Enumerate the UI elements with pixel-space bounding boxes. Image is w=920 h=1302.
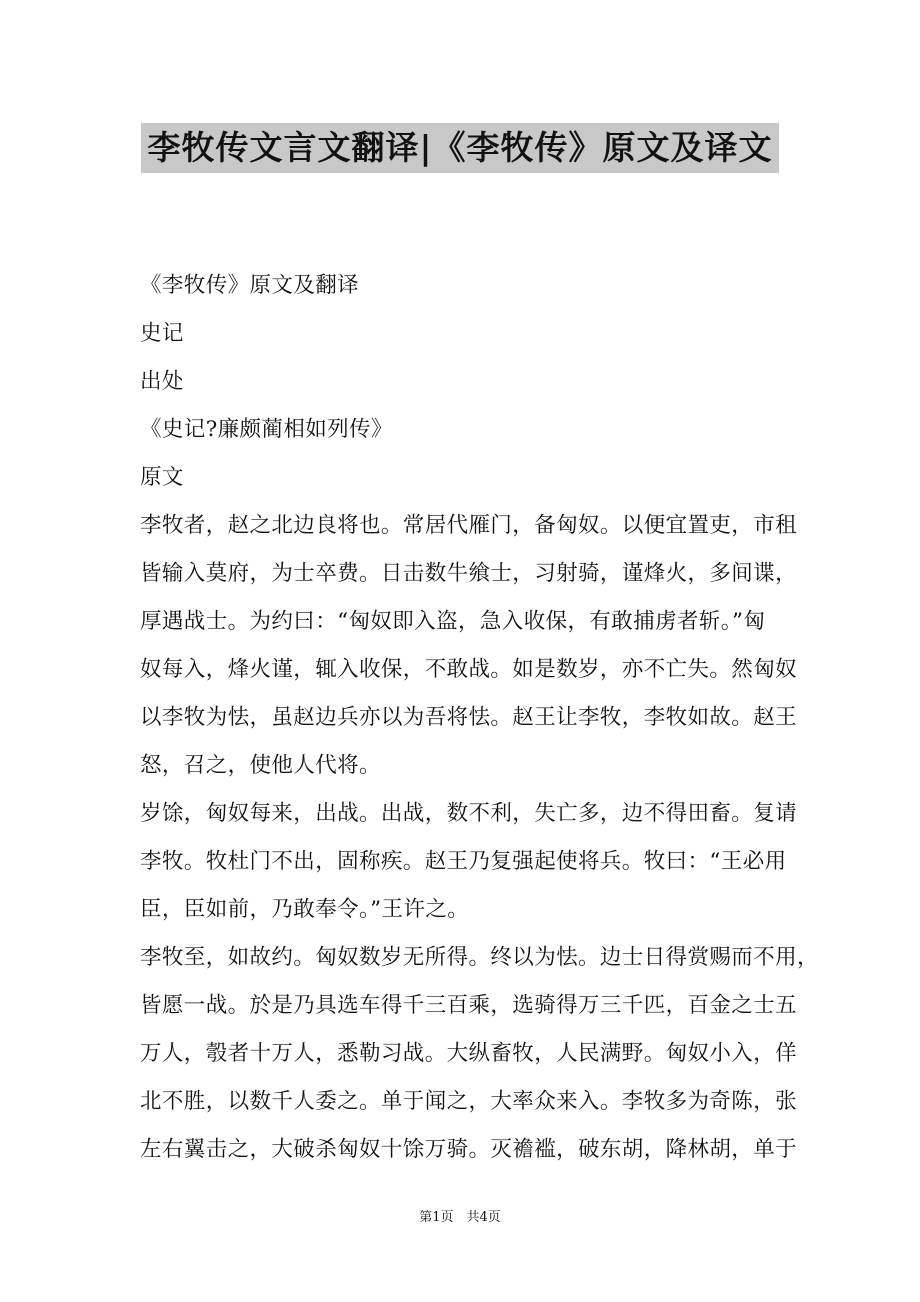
text-line: 出处	[140, 369, 184, 394]
text-line: 李牧。牧杜门不出，固称疾。赵王乃复强起使将兵。牧曰：“王必用	[140, 849, 787, 874]
title-container	[0, 123, 920, 173]
text-line: 怒，召之，使他人代将。	[140, 753, 381, 778]
text-line: 臣，臣如前，乃敢奉令。”王许之。	[140, 897, 470, 922]
text-line: 万人，彀者十万人，悉勒习战。大纵畜牧，人民满野。匈奴小入，佯	[140, 1041, 798, 1066]
text-line: 北不胜，以数千人委之。单于闻之，大率众来入。李牧多为奇陈，张	[140, 1089, 798, 1114]
document-body	[140, 262, 820, 1174]
text-line: 原文	[140, 465, 184, 490]
text-line: 以李牧为怯，虽赵边兵亦以为吾将怯。赵王让李牧，李牧如故。赵王	[140, 705, 798, 730]
text-line: 史记	[140, 321, 184, 346]
text-line: 岁馀，匈奴每来，出战。出战，数不利，失亡多，边不得田畜。复请	[140, 801, 798, 826]
text-line: 皆输入莫府，为士卒费。日击数牛飨士，习射骑，谨烽火，多间谍，	[140, 561, 798, 586]
text-line: 《李牧传》原文及翻译	[140, 273, 360, 298]
text-line: 李牧至，如故约。匈奴数岁无所得。终以为怯。边士日得赏赐而不用，	[140, 945, 819, 970]
page-footer: 第1页 共4页	[419, 1210, 501, 1225]
text-line: 李牧者，赵之北边良将也。常居代雁门，备匈奴。以便宜置吏，市租	[140, 513, 798, 538]
text-line: 《史记?廉颇蔺相如列传》	[140, 417, 393, 442]
text-line: 奴每入，烽火谨，辄入收保，不敢战。如是数岁，亦不亡失。然匈奴	[140, 657, 798, 682]
document-title: 李牧传文言文翻译|《李牧传》原文及译文	[141, 123, 778, 173]
text-line: 皆愿一战。於是乃具选车得千三百乘，选骑得万三千匹，百金之士五	[140, 993, 798, 1018]
text-line: 左右翼击之，大破杀匈奴十馀万骑。灭襜褴，破东胡，降林胡，单于	[140, 1137, 798, 1162]
text-line: 厚遇战士。为约曰：“匈奴即入盗，急入收保，有敢捕虏者斩。”匈	[140, 609, 766, 634]
